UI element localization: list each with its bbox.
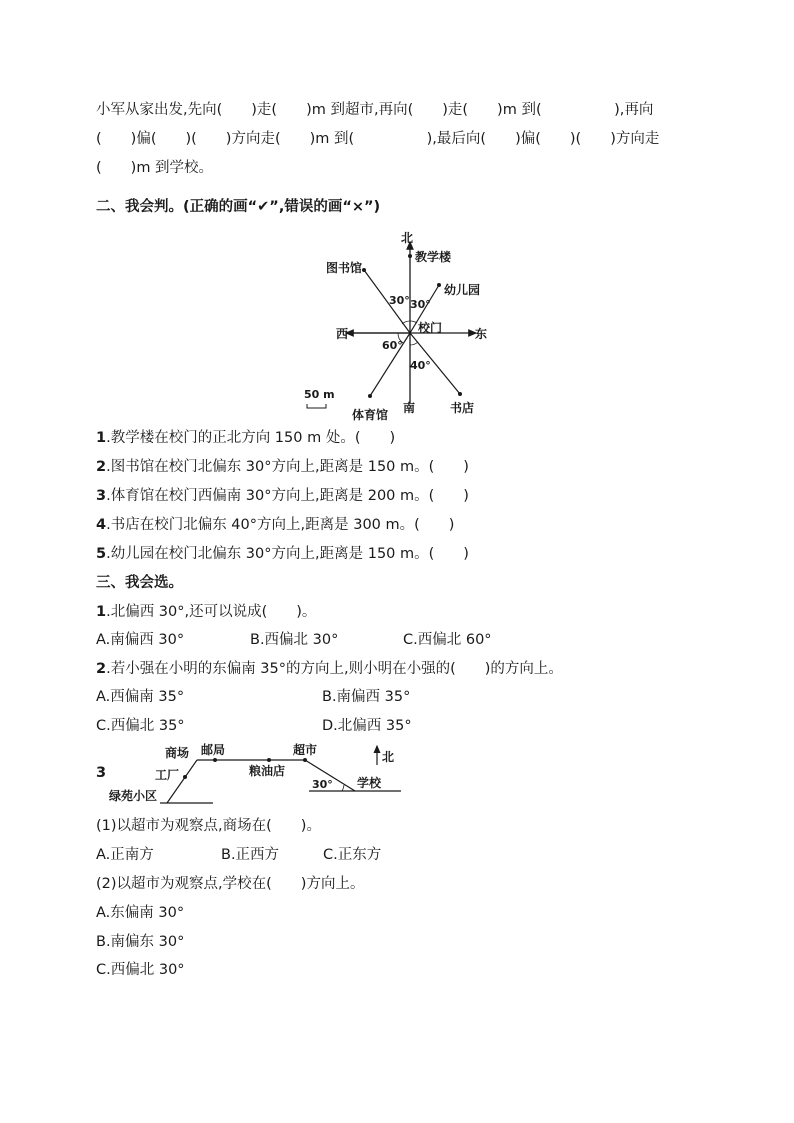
q2-option-a: A.西偏南 35° (96, 689, 185, 705)
fill-line-1: 小军从家出发,先向( )走( )m 到超市,再向( )走( )m 到( ),再向 (96, 102, 654, 118)
angle-gym-label: 60° (382, 339, 403, 352)
mall-label: 商场 (165, 746, 190, 760)
angle-kindergarten-label: 30° (410, 298, 431, 311)
choice-q1: 1.北偏西 30°,还可以说成( )。 (96, 604, 317, 620)
judge-item-2: 2.图书馆在校门北偏东 30°方向上,距离是 150 m。( ) (96, 459, 469, 475)
section-2-title: 二、我会判。(正确的画“✔”,错误的画“×”) (96, 199, 381, 215)
kindergarten-point (437, 283, 441, 287)
west-label: 西 (336, 327, 349, 341)
q3-sub2: (2)以超市为观察点,学校在( )方向上。 (96, 876, 365, 892)
judge-item-3: 3.体育馆在校门西偏南 30°方向上,距离是 200 m。( ) (96, 488, 469, 504)
fill-line-3: ( )m 到学校。 (96, 160, 214, 176)
q3-sub2-option-a: A.东偏南 30° (96, 905, 185, 921)
kindergarten-label: 幼儿园 (444, 283, 481, 297)
teaching-point (408, 254, 412, 258)
q3-sub1: (1)以超市为观察点,商场在( )。 (96, 818, 321, 834)
q3-sub1-option-b: B.正西方 (221, 847, 280, 863)
community-label: 绿苑小区 (109, 789, 158, 803)
store-point (458, 392, 462, 396)
q1-option-a: A.南偏西 30° (96, 632, 185, 648)
post-label: 邮局 (201, 743, 226, 757)
store-label: 书店 (450, 401, 475, 415)
south-label: 南 (403, 401, 416, 415)
q3-sub1-option-c: C.正东方 (323, 847, 382, 863)
q1-option-c: C.西偏北 60° (403, 632, 492, 648)
choice-q2: 2.若小强在小明的东偏南 35°的方向上,则小明在小强的( )的方向上。 (96, 661, 563, 677)
choice-q3-number: 3 (96, 765, 107, 781)
north-label: 北 (401, 231, 414, 245)
angle-label-map: 30° (312, 778, 333, 791)
gym-point (368, 394, 372, 398)
judge-item-4: 4.书店在校门北偏东 40°方向上,距离是 300 m。( ) (96, 517, 455, 533)
q3-sub1-option-a: A.正南方 (96, 847, 154, 863)
library-label: 图书馆 (326, 261, 363, 275)
q1-option-b: B.西偏北 30° (250, 632, 339, 648)
teaching-label: 教学楼 (415, 250, 452, 264)
school-label: 学校 (357, 776, 382, 790)
angle-store-label: 40° (410, 359, 431, 372)
east-label: 东 (475, 327, 488, 341)
north-label-map: 北 (382, 750, 395, 764)
super-point (303, 758, 307, 762)
factory-label: 工厂 (155, 768, 180, 782)
gym-label: 体育馆 (352, 408, 389, 422)
judge-item-1: 1.教学楼在校门的正北方向 150 m 处。( ) (96, 430, 396, 446)
factory-point (183, 775, 187, 779)
q2-option-c: C.西偏北 35° (96, 718, 185, 734)
super-label: 超市 (293, 743, 318, 757)
section-3-title: 三、我会选。 (96, 575, 183, 591)
q2-option-d: D.北偏西 35° (322, 718, 412, 734)
direction-diagram (300, 228, 500, 428)
judge-item-5: 5.幼儿园在校门北偏东 30°方向上,距离是 150 m。( ) (96, 546, 469, 562)
gate-label: 校门 (418, 321, 443, 335)
angle-library-label: 30° (389, 294, 410, 307)
library-point (362, 268, 366, 272)
q2-option-b: B.南偏西 35° (322, 689, 411, 705)
q3-sub2-option-c: C.西偏北 30° (96, 962, 185, 978)
fill-line-2: ( )偏( )( )方向走( )m 到( ),最后向( )偏( )( )方向走 (96, 131, 660, 147)
scale-label: 50 m (304, 388, 335, 401)
post-point (213, 758, 217, 762)
grain-point (267, 758, 271, 762)
route-map (105, 740, 405, 808)
q3-sub2-option-b: B.南偏东 30° (96, 934, 185, 950)
grain-label: 粮油店 (249, 764, 286, 778)
